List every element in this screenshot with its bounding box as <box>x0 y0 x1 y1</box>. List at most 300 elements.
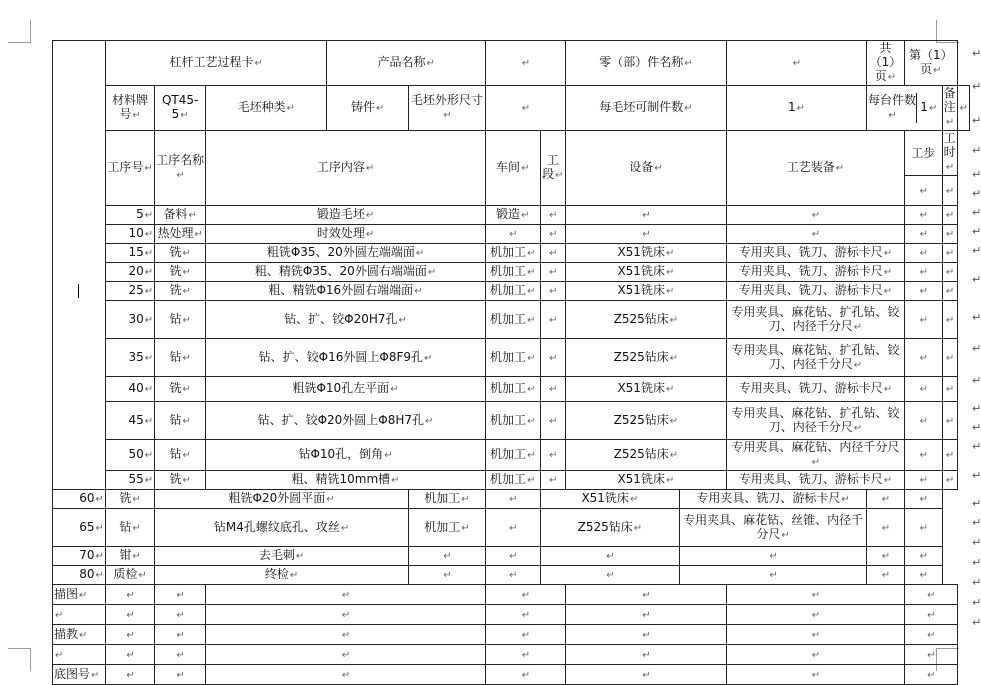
signature-cell: ↵ <box>565 665 726 685</box>
op-content-text: 粗铣Φ20外圆平面 <box>228 491 326 505</box>
pieces-per-blank-value: 1 <box>787 100 796 114</box>
card-title: 杠杆工艺过程卡 <box>169 55 254 69</box>
material-value: QT45-5 <box>161 93 199 121</box>
op-workshop-text: 机加工 <box>490 264 527 278</box>
row-end-mark: ↵ <box>972 143 981 157</box>
material-label: 材料牌号 <box>112 93 149 121</box>
op-content-text: 粗铣Φ10孔左平面 <box>292 381 390 395</box>
product-name-value: ↵ <box>485 41 565 86</box>
op-hours: ↵ <box>904 547 942 566</box>
op-content: 钻、扩、铰Φ20H7孔↵ <box>206 301 486 339</box>
op-tooling-text: 专用夹具、铣刀、游标卡尺 <box>738 381 883 395</box>
blank-type-label-cell: 毛坯种类↵ <box>206 86 327 131</box>
signature-cell: ↵ <box>726 665 904 685</box>
op-content-text: 钻、扩、铰Φ20H7孔 <box>284 311 398 326</box>
op-number: 30↵ <box>105 301 154 339</box>
signature-cell: ↵ <box>904 605 957 625</box>
total-pages-cell: 共（1）页↵ <box>867 41 905 86</box>
op-name-text: 钻 <box>169 349 182 364</box>
operation-row <box>53 509 970 547</box>
signature-cell: ↵ <box>565 585 726 605</box>
op-content: 粗铣Φ35、20外圆左端端面↵ <box>206 244 486 263</box>
signature-cell: ↵ <box>206 645 486 665</box>
blank-size-value: ↵ <box>485 86 565 131</box>
remark-label-cell: 备注↵ <box>942 86 957 131</box>
op-content: 钻、扩、铰Φ20外圆上Φ8H7孔↵ <box>206 402 486 440</box>
signature-cell: ↵ <box>726 605 904 625</box>
op-equipment-text: Z525钻床 <box>613 349 669 364</box>
op-number: 35↵ <box>105 339 154 377</box>
card-title-cell: 杠杆工艺过程卡↵ <box>105 41 327 86</box>
signature-label: 描教↵ <box>53 625 106 645</box>
op-content: 粗铣Φ10孔左平面↵ <box>206 377 486 402</box>
signature-cell: ↵ <box>155 645 206 665</box>
op-section: ↵ <box>540 225 565 244</box>
op-tooling: 专用夹具、麻花钻、内径千分尺↵ <box>726 440 904 471</box>
per-unit-label: 每台件数 <box>868 93 917 107</box>
op-step: ↵ <box>904 301 942 339</box>
op-section: ↵ <box>540 339 565 377</box>
total-pages: 共（1）页 <box>869 41 902 83</box>
crop-mark-bottom-left <box>8 648 31 671</box>
row-end-mark: ↵ <box>972 310 981 324</box>
signature-label-text: 描图 <box>54 586 79 601</box>
op-step: ↵ <box>904 225 942 244</box>
op-section: ↵ <box>540 206 565 225</box>
op-name: 备料↵ <box>155 206 206 225</box>
signature-row <box>53 585 970 605</box>
row-end-mark: ↵ <box>972 206 981 219</box>
op-name-text: 钳 <box>119 548 132 562</box>
op-equipment-text: X51铣床 <box>617 245 665 259</box>
signature-label: 描图↵ <box>53 585 106 605</box>
op-section: ↵ <box>485 566 540 585</box>
op-number: 65↵ <box>53 509 106 547</box>
signature-row <box>53 645 970 665</box>
op-equipment-text: X51铣床 <box>617 381 665 395</box>
signature-cell: ↵ <box>206 605 486 625</box>
signature-label: 底图号↵ <box>53 665 106 685</box>
header-process-no-cell: 工序号↵ <box>105 131 154 206</box>
op-step: ↵ <box>904 402 942 440</box>
op-number: 25↵ <box>105 282 154 301</box>
op-hours: ↵ <box>942 377 957 402</box>
crop-mark-top-left <box>8 20 31 43</box>
op-section: ↵ <box>485 509 540 547</box>
op-hours: ↵ <box>942 263 957 282</box>
op-equipment: Z525钻床↵ <box>565 440 726 471</box>
blank-size-label: 毛坯外形尺寸 <box>410 93 483 107</box>
row-end-mark: ↵ <box>972 421 981 434</box>
op-workshop-text: 机加工 <box>424 491 461 505</box>
signature-cell: ↵ <box>726 645 904 665</box>
op-number-text: 80 <box>79 567 95 581</box>
row-end-mark: ↵ <box>972 615 981 629</box>
op-tooling-text: 专用夹具、铣刀、游标卡尺 <box>696 491 841 505</box>
op-step: ↵ <box>904 282 942 301</box>
op-number: 15↵ <box>105 244 154 263</box>
signature-cell: ↵ <box>105 625 154 645</box>
header-process-name-cell: 工序名称↵ <box>155 131 206 206</box>
op-name: 质检↵ <box>105 566 154 585</box>
op-section: ↵ <box>540 471 565 490</box>
op-hours: ↵ <box>942 301 957 339</box>
op-tooling-text: 专用夹具、麻花钻、扩孔钻、铰刀、内径千分尺 <box>731 405 900 434</box>
material-value-cell: QT45-5↵ <box>155 86 206 131</box>
op-number: 60↵ <box>53 490 106 509</box>
op-hours: ↵ <box>942 402 957 440</box>
op-workshop: 机加工↵ <box>485 244 540 263</box>
op-equipment: X51铣床↵ <box>565 263 726 282</box>
row-end-mark: ↵ <box>972 342 981 355</box>
op-workshop-text: 机加工 <box>424 519 461 534</box>
header-process-name: 工序名称 <box>156 153 205 167</box>
op-tooling: 专用夹具、麻花钻、扩孔钻、铰刀、内径千分尺↵ <box>726 402 904 440</box>
header-section: 工段 <box>542 153 559 181</box>
op-workshop-text: 机加工 <box>490 283 527 297</box>
op-equipment: ↵ <box>540 566 680 585</box>
signature-cell: ↵ <box>726 585 904 605</box>
signature-cell: ↵ <box>565 645 726 665</box>
signature-cell: ↵ <box>565 605 726 625</box>
op-equipment: X51铣床↵ <box>565 282 726 301</box>
op-tooling: 专用夹具、铣刀、游标卡尺↵ <box>680 490 867 509</box>
op-workshop: 机加工↵ <box>408 490 485 509</box>
op-step: ↵ <box>904 339 942 377</box>
op-equipment-text: X51铣床 <box>617 472 665 486</box>
op-equipment-text: Z525钻床 <box>577 519 633 534</box>
op-step: ↵ <box>904 244 942 263</box>
blank-type-label: 毛坯种类 <box>237 100 286 114</box>
remark-label: 备注 <box>943 86 956 114</box>
operation-row <box>53 225 970 244</box>
op-number-text: 20 <box>128 264 144 278</box>
op-number-text: 15 <box>128 245 144 259</box>
operation-row <box>53 206 970 225</box>
signature-label: ↵ <box>53 645 106 665</box>
op-workshop-text: 机加工 <box>490 245 527 259</box>
part-name-label: 零（部）件名称 <box>599 55 684 69</box>
op-section: ↵ <box>485 547 540 566</box>
op-number-text: 25 <box>128 283 144 297</box>
signature-cell: ↵ <box>105 665 154 685</box>
op-equipment: ↵ <box>540 547 680 566</box>
op-content-text: 粗、精铣Φ16外圆右端端面 <box>268 283 414 297</box>
op-name: 钳↵ <box>105 547 154 566</box>
operation-row <box>53 282 970 301</box>
op-name-text: 钻 <box>169 412 182 427</box>
op-tooling: 专用夹具、铣刀、游标卡尺↵ <box>726 377 904 402</box>
row-end-mark: ↵ <box>972 402 981 415</box>
header-tooling-cell: 工艺装备↵ <box>726 131 904 206</box>
op-workshop-text: 机加工 <box>490 472 527 486</box>
row-end-mark: ↵ <box>972 272 981 286</box>
op-number-text: 55 <box>128 472 144 486</box>
op-number: 10↵ <box>105 225 154 244</box>
op-hours: ↵ <box>904 490 942 509</box>
op-hours: ↵ <box>942 471 957 490</box>
blank-size-label-cell: 毛坯外形尺寸↵ <box>408 86 485 131</box>
row-end-mark: ↵ <box>972 168 981 181</box>
op-number: 80↵ <box>53 566 106 585</box>
op-name: 钻↵ <box>155 339 206 377</box>
op-name-text: 铣 <box>169 283 182 297</box>
op-workshop: 机加工↵ <box>485 440 540 471</box>
op-content: 钻Φ10孔，倒角↵ <box>206 440 486 471</box>
op-number: 70↵ <box>53 547 106 566</box>
header-hours-cell: 工时↵ <box>942 131 957 176</box>
op-name-text: 铣 <box>169 264 182 278</box>
op-content-text: 钻、扩、铰Φ16外圆上Φ8F9孔 <box>258 349 423 364</box>
signature-cell: ↵ <box>904 625 957 645</box>
signature-row <box>53 625 970 645</box>
signature-cell: ↵ <box>155 625 206 645</box>
remark-value: ↵ <box>957 86 969 131</box>
op-tooling-text: 专用夹具、铣刀、游标卡尺 <box>738 283 883 297</box>
op-name: 铣↵ <box>155 263 206 282</box>
op-name-text: 铣 <box>169 381 182 395</box>
op-content: 去毛刺↵ <box>155 547 409 566</box>
signature-cell: ↵ <box>206 625 486 645</box>
material-row <box>53 86 970 131</box>
op-number-text: 70 <box>79 548 95 562</box>
header-step: 工步 <box>911 146 936 160</box>
operation-row <box>53 490 970 509</box>
signature-cell: ↵ <box>105 585 154 605</box>
op-content-text: 终检 <box>264 567 289 581</box>
header-workshop-cell: 车间↵ <box>485 131 540 206</box>
operation-row <box>53 440 970 471</box>
hours-subcell: ↵ <box>942 176 957 206</box>
signature-cell: ↵ <box>105 605 154 625</box>
op-equipment-text: X51铣床 <box>617 283 665 297</box>
blank-type-value-cell: 铸件↵ <box>327 86 409 131</box>
op-name: 热处理↵ <box>155 225 206 244</box>
op-workshop: 机加工↵ <box>485 377 540 402</box>
row-end-mark: ↵ <box>972 595 981 609</box>
signature-cell: ↵ <box>904 645 957 665</box>
op-tooling: 专用夹具、麻花钻、扩孔钻、铰刀、内径千分尺↵ <box>726 301 904 339</box>
op-number-text: 40 <box>128 381 144 395</box>
pieces-per-blank-value-cell: 1↵ <box>726 86 866 131</box>
signature-cell: ↵ <box>155 605 206 625</box>
row-end-mark: ↵ <box>972 79 981 93</box>
per-unit-label-cell: 每台件数↵ <box>868 93 917 121</box>
op-section: ↵ <box>540 377 565 402</box>
op-equipment: ↵ <box>565 225 726 244</box>
op-name: 钻↵ <box>155 301 206 339</box>
op-tooling-text: 专用夹具、麻花钻、扩孔钻、铰刀、内径千分尺 <box>731 342 900 371</box>
left-margin-column <box>53 41 106 490</box>
op-hours: ↵ <box>942 206 957 225</box>
op-content-text: 锻造毛坯 <box>316 207 365 221</box>
op-workshop: 机加工↵ <box>485 339 540 377</box>
op-equipment-text: Z525钻床 <box>613 447 669 461</box>
signature-cell: ↵ <box>485 625 565 645</box>
op-hours: ↵ <box>942 339 957 377</box>
row-end-mark: ↵ <box>972 440 981 453</box>
op-name: 钻↵ <box>155 440 206 471</box>
signature-cell: ↵ <box>206 665 486 685</box>
op-section: ↵ <box>540 402 565 440</box>
op-equipment: Z525钻床↵ <box>565 339 726 377</box>
product-name-label: 产品名称 <box>377 55 426 69</box>
op-tooling-text: 专用夹具、麻花钻、内径千分尺 <box>731 440 900 454</box>
per-unit-cell <box>867 86 943 131</box>
signature-label-text: 底图号 <box>54 666 91 681</box>
op-equipment-text: X51铣床 <box>581 491 629 505</box>
operation-row <box>53 339 970 377</box>
signature-cell: ↵ <box>206 585 486 605</box>
op-tooling: ↵ <box>726 206 904 225</box>
op-name: 铣↵ <box>155 377 206 402</box>
signature-label-text: 描教 <box>54 626 79 641</box>
header-step-cell <box>904 131 942 176</box>
op-step: ↵ <box>904 377 942 402</box>
op-tooling-text: 专用夹具、麻花钻、扩孔钻、铰刀、内径千分尺 <box>731 304 900 333</box>
op-name-text: 钻 <box>119 519 132 534</box>
op-workshop-text: 机加工 <box>490 311 527 326</box>
op-name-text: 铣 <box>169 245 182 259</box>
op-workshop-text: 机加工 <box>490 412 527 427</box>
op-content-text: 钻Φ10孔，倒角 <box>298 447 384 461</box>
op-name-text: 备料 <box>163 207 188 221</box>
signature-label: ↵ <box>53 605 106 625</box>
header-hours: 工时 <box>943 131 956 159</box>
op-content-text: 粗铣Φ35、20外圆左端端面 <box>266 245 415 259</box>
op-name: 铣↵ <box>155 282 206 301</box>
op-hours: ↵ <box>904 509 942 547</box>
op-number: 40↵ <box>105 377 154 402</box>
row-end-mark: ↵ <box>972 373 981 387</box>
op-content: 钻、扩、铰Φ16外圆上Φ8F9孔↵ <box>206 339 486 377</box>
operation-row <box>53 263 970 282</box>
operation-row <box>53 471 970 490</box>
op-number-text: 50 <box>128 447 144 461</box>
op-section: ↵ <box>540 440 565 471</box>
op-section: ↵ <box>540 301 565 339</box>
op-hours: ↵ <box>904 566 942 585</box>
op-name: 铣↵ <box>105 490 154 509</box>
operation-row <box>53 566 970 585</box>
row-end-mark: ↵ <box>972 113 981 127</box>
header-section-cell: 工段↵ <box>540 131 565 206</box>
op-content: 时效处理↵ <box>206 225 486 244</box>
row-end-mark: ↵ <box>972 516 981 529</box>
op-number: 20↵ <box>105 263 154 282</box>
pieces-per-blank-label-cell: 每毛坯可制件数↵ <box>565 86 726 131</box>
op-content: 粗、精铣Φ16外圆右端端面↵ <box>206 282 486 301</box>
op-section: ↵ <box>540 263 565 282</box>
header-row <box>53 131 970 176</box>
op-workshop: ↵ <box>485 225 540 244</box>
op-step: ↵ <box>867 490 905 509</box>
op-tooling: ↵ <box>680 547 867 566</box>
row-end-mark: ↵ <box>972 555 981 569</box>
signature-cell: ↵ <box>105 645 154 665</box>
op-step: ↵ <box>867 509 905 547</box>
operation-row <box>53 244 970 263</box>
op-name: 铣↵ <box>155 244 206 263</box>
op-workshop: 机加工↵ <box>485 471 540 490</box>
part-name-value: ↵ <box>726 41 866 86</box>
part-name-label-cell: 零（部）件名称↵ <box>565 41 726 86</box>
op-equipment-text: Z525钻床 <box>613 412 669 427</box>
op-tooling-text: 专用夹具、铣刀、游标卡尺 <box>738 245 883 259</box>
header-process-content: 工序内容 <box>316 160 365 174</box>
signature-cell: ↵ <box>155 665 206 685</box>
op-section: ↵ <box>485 490 540 509</box>
op-number-text: 60 <box>79 491 95 505</box>
signature-cell: ↵ <box>155 585 206 605</box>
op-equipment: X51铣床↵ <box>565 377 726 402</box>
op-content-text: 去毛刺 <box>258 548 295 562</box>
op-tooling-text: 专用夹具、铣刀、游标卡尺 <box>738 264 883 278</box>
op-number-text: 65 <box>79 519 95 534</box>
op-workshop: 机加工↵ <box>485 282 540 301</box>
op-hours: ↵ <box>942 244 957 263</box>
signature-cell: ↵ <box>565 625 726 645</box>
page-number: 第（1）页 <box>908 48 953 76</box>
operation-row <box>53 547 970 566</box>
op-name-text: 铣 <box>169 472 182 486</box>
op-equipment: X51铣床↵ <box>565 471 726 490</box>
op-workshop-text: 机加工 <box>490 381 527 395</box>
op-workshop: 机加工↵ <box>485 402 540 440</box>
op-name: 铣↵ <box>155 471 206 490</box>
op-tooling: 专用夹具、铣刀、游标卡尺↵ <box>726 244 904 263</box>
signature-cell: ↵ <box>904 585 957 605</box>
op-section: ↵ <box>540 282 565 301</box>
op-tooling: 专用夹具、麻花钻、丝锥、内径千分尺↵ <box>680 509 867 547</box>
op-number: 55↵ <box>105 471 154 490</box>
process-card-table <box>52 40 970 685</box>
op-tooling: 专用夹具、铣刀、游标卡尺↵ <box>726 282 904 301</box>
op-tooling: 专用夹具、铣刀、游标卡尺↵ <box>726 471 904 490</box>
op-hours: ↵ <box>942 440 957 471</box>
header-equipment-cell: 设备↵ <box>565 131 726 206</box>
op-workshop-text: 机加工 <box>490 349 527 364</box>
op-step: ↵ <box>904 440 942 471</box>
op-workshop: ↵ <box>408 547 485 566</box>
op-equipment-text: X51铣床 <box>617 264 665 278</box>
signature-row <box>53 605 970 625</box>
header-equipment: 设备 <box>629 160 654 174</box>
op-step: ↵ <box>867 547 905 566</box>
op-content: 粗、精铣Φ35、20外圆右端端面↵ <box>206 263 486 282</box>
op-equipment: X51铣床↵ <box>540 490 680 509</box>
row-end-mark: ↵ <box>972 575 981 589</box>
op-equipment: ↵ <box>565 206 726 225</box>
op-content: 粗铣Φ20外圆平面↵ <box>155 490 409 509</box>
per-unit-value: 1 <box>920 100 928 114</box>
signature-cell: ↵ <box>904 665 957 685</box>
op-workshop: ↵ <box>408 566 485 585</box>
op-name: 钻↵ <box>155 402 206 440</box>
row-end-mark: ↵ <box>972 46 981 60</box>
op-content: 终检↵ <box>155 566 409 585</box>
op-equipment: X51铣床↵ <box>565 244 726 263</box>
signature-cell: ↵ <box>726 625 904 645</box>
op-workshop-text: 锻造 <box>496 207 521 221</box>
op-content-text: 钻M4孔螺纹底孔、攻丝 <box>213 519 340 534</box>
signature-cell: ↵ <box>485 605 565 625</box>
op-section: ↵ <box>540 244 565 263</box>
header-workshop: 车间 <box>496 160 521 174</box>
op-name-text: 钻 <box>169 311 182 326</box>
op-content-text: 钻、扩、铰Φ20外圆上Φ8H7孔 <box>257 412 425 427</box>
header-tooling: 工艺装备 <box>786 160 835 174</box>
